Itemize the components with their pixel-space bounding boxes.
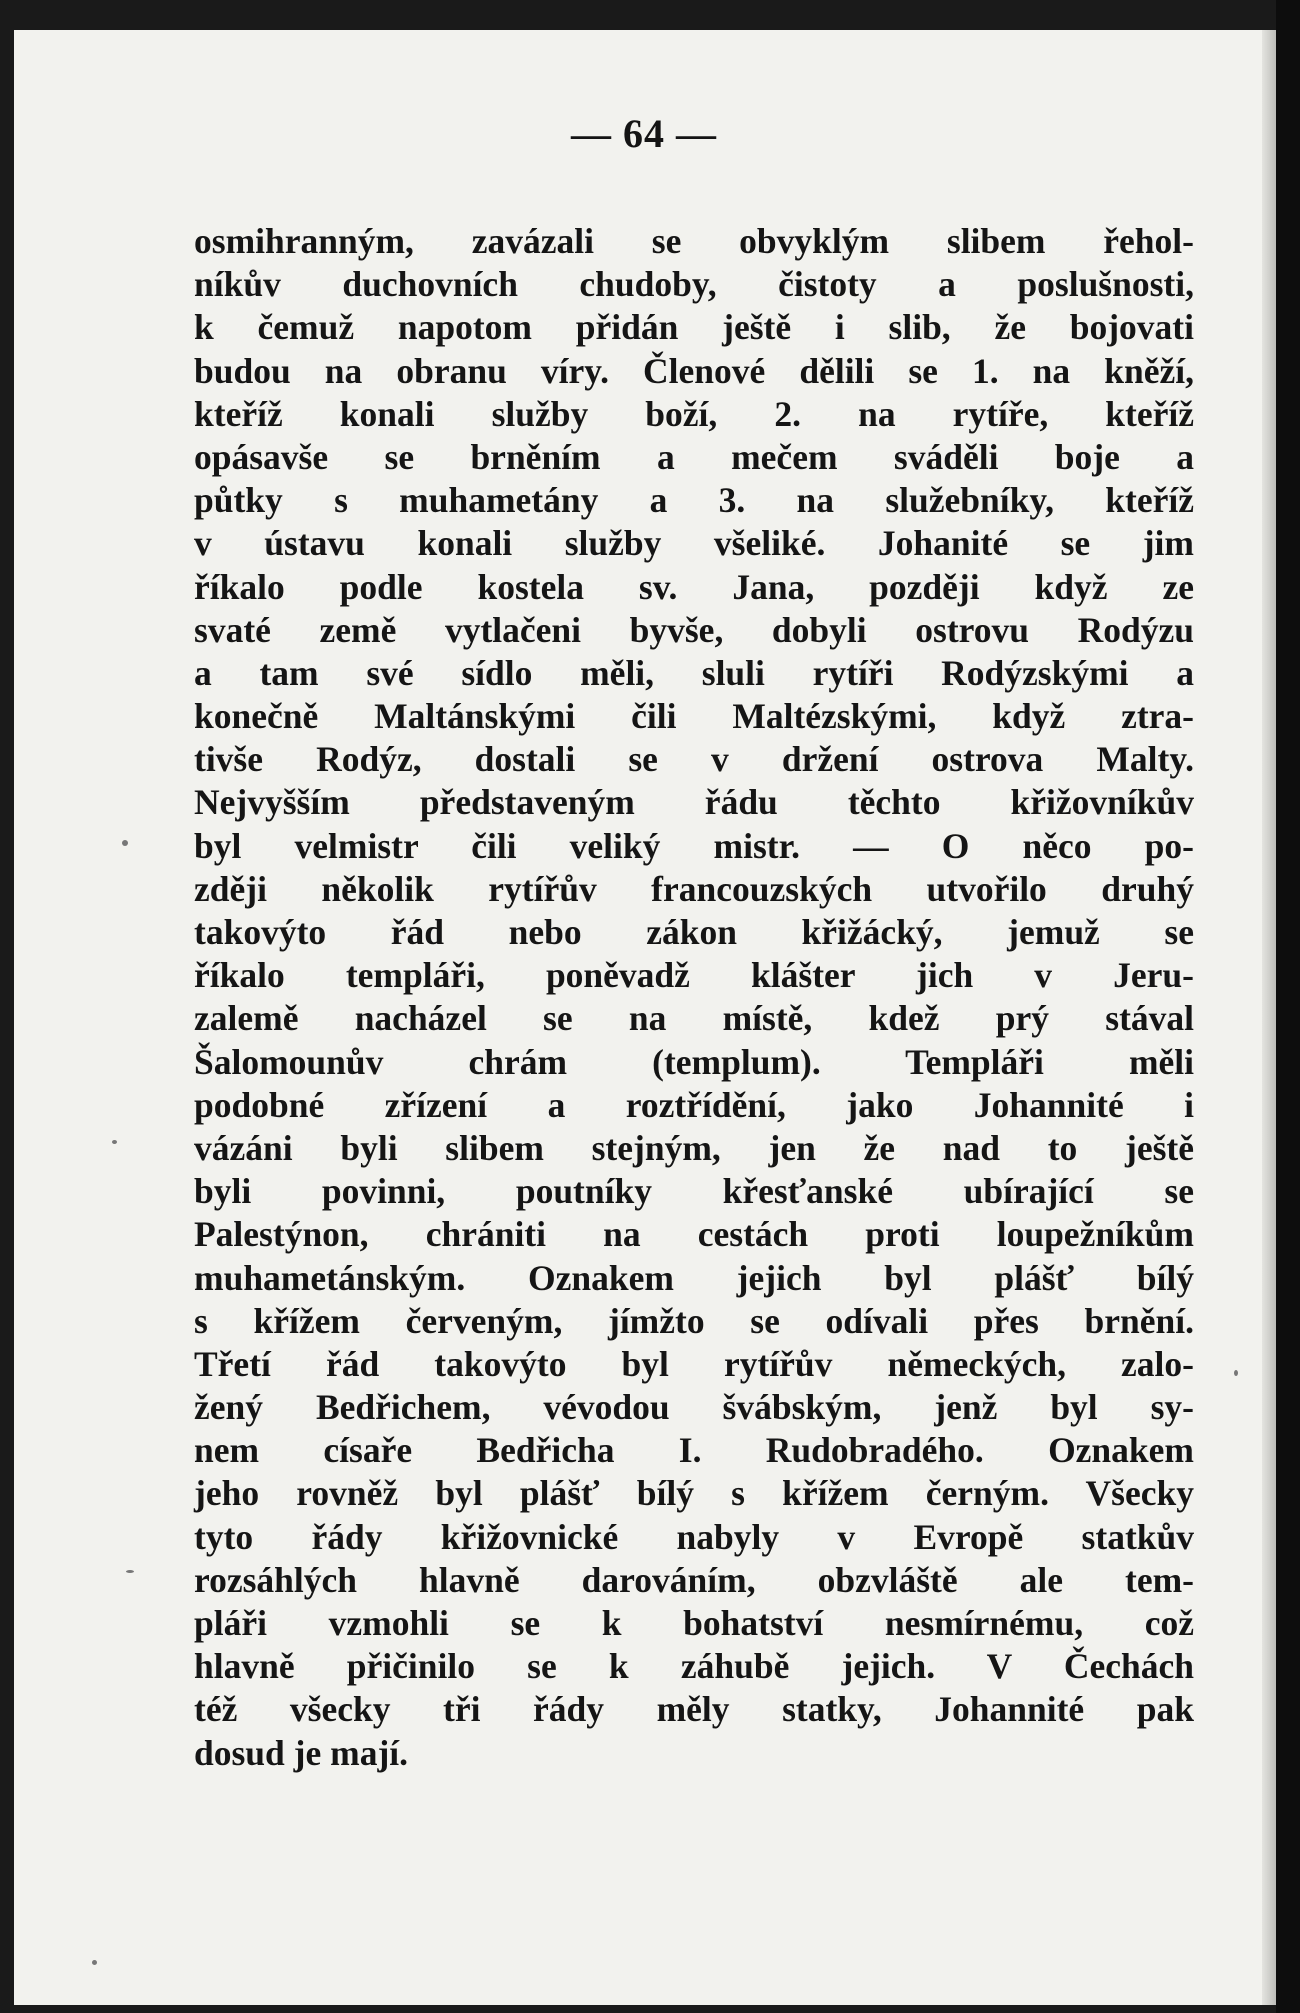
text-line: budou na obranu víry. Členové dělili se 1. na kněží, (194, 350, 1194, 391)
paper-speck (122, 840, 128, 846)
text-line: Šalomounův chrám (templum). Templáři měli (194, 1041, 1194, 1082)
text-line: osmihranným, zavázali se obvyklým slibem řehol- (194, 221, 1194, 261)
text-line: půtky s muhametány a 3. na služebníky, kteříž (194, 480, 1194, 521)
text-line: svaté země vytlačeni byvše, dobyli ostrovu Rodýzu (194, 609, 1194, 650)
text-line: k čemuž napotom přidán ještě i slib, že bojovati (194, 307, 1194, 348)
text-line: zalemě nacházel se na místě, kdež prý stával (194, 998, 1194, 1039)
paper-speck (1234, 1370, 1238, 1376)
text-line: dosud je mají. (194, 1732, 409, 1773)
page-number: — 64 — (571, 111, 717, 156)
text-line: Palestýnon, chrániti na cestách proti loupežníkům (194, 1214, 1194, 1255)
text-line: vázáni byli slibem stejným, jen že nad to ještě (194, 1127, 1194, 1168)
text-line: podobné zřízení a roztřídění, jako Johannité i (194, 1084, 1194, 1125)
text-line: hlavně přičinilo se k záhubě jejich. V Čechách (194, 1646, 1194, 1687)
text-line: říkalo templáři, poněvadž klášter jich v Jeru- (194, 955, 1194, 996)
text-line: a tam své sídlo měli, sluli rytíři Rodýzskými a (194, 652, 1194, 693)
text-line: říkalo podle kostela sv. Jana, později když ze (194, 566, 1194, 607)
text-line: nem císaře Bedřicha I. Rudobradého. Oznakem (194, 1430, 1194, 1471)
text-line: muhametánským. Oznakem jejich byl plášť bílý (194, 1257, 1194, 1298)
paper-speck (92, 1960, 97, 1965)
text-line: opásavše se brněním a mečem sváděli boje a (194, 436, 1194, 477)
text-line: byli povinni, poutníky křesťanské ubírající se (194, 1171, 1194, 1212)
page-edge-shadow (1262, 30, 1276, 2005)
book-page (14, 30, 1276, 2005)
paper-speck (112, 1140, 117, 1144)
text-line: níkův duchovních chudoby, čistoty a poslušnosti, (194, 264, 1194, 305)
text-line: tivše Rodýz, dostali se v držení ostrova Malty. (194, 739, 1194, 780)
text-line: též všecky tři řády měly statky, Johannité pak (194, 1689, 1194, 1730)
text-line: takovýto řád nebo zákon křižácký, jemuž se (194, 912, 1194, 952)
paper-speck (126, 1570, 134, 1573)
text-line: zději několik rytířův francouzských utvořilo druhý (194, 868, 1194, 909)
body-text (194, 220, 1194, 1775)
text-line: v ústavu konali služby všeliké. Johanité se jim (194, 523, 1194, 564)
text-line: rozsáhlých hlavně darováním, obzvláště ale tem- (194, 1559, 1194, 1600)
text-line: byl velmistr čili veliký mistr. — O něco po- (194, 825, 1194, 866)
text-line: Třetí řád takovýto byl rytířův německých, zalo- (194, 1343, 1194, 1384)
text-line: žený Bedřichem, vévodou švábským, jenž byl sy- (194, 1387, 1194, 1428)
text-line: jeho rovněž byl plášť bílý s křížem černým. Všecky (194, 1473, 1194, 1514)
text-line: konečně Maltánskými čili Maltézskými, když ztra- (194, 696, 1194, 737)
text-line: kteříž konali služby boží, 2. na rytíře, kteříž (194, 393, 1194, 434)
text-line: tyto řády křižovnické nabyly v Evropě statkův (194, 1516, 1194, 1557)
text-line: Nejvyšším představeným řádu těchto křižovníkův (194, 782, 1194, 823)
text-line: pláři vzmohli se k bohatství nesmírnému, což (194, 1603, 1194, 1643)
scan-border-right (1276, 0, 1300, 2013)
text-line: s křížem červeným, jímžto se odívali přes brnění. (194, 1300, 1194, 1341)
